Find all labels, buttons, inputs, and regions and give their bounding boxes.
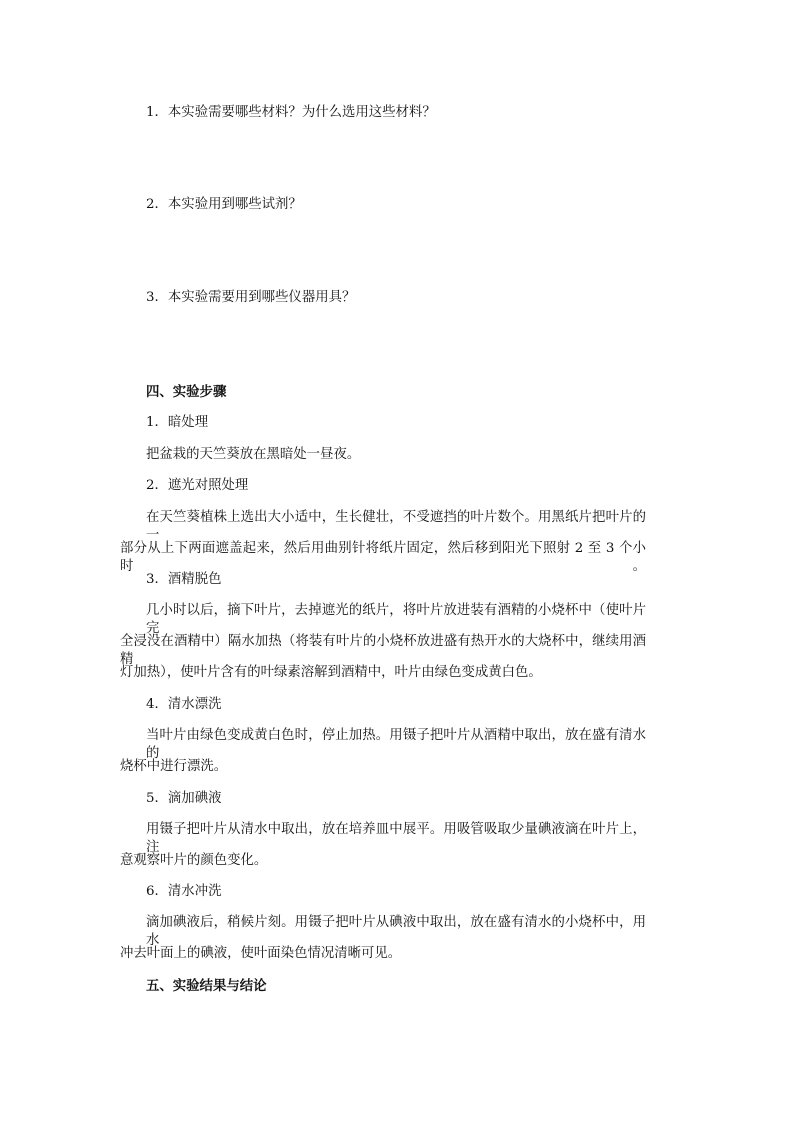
step-4-heading: 4．清水漂洗 <box>146 697 222 712</box>
step-2-line-1: 在天竺葵植株上选出大小适中，生长健壮，不受遮挡的叶片数个。用黑纸片把叶片的一 <box>146 510 646 543</box>
step-6-line-1: 滴加碘液后，稍候片刻。用镊子把叶片从碘液中取出，放在盛有清水的小烧杯中，用水 <box>146 915 646 948</box>
step-1-heading: 1．暗处理 <box>146 415 209 430</box>
question-3: 3．本实验需要用到哪些仪器用具？ <box>146 290 356 305</box>
step-5-heading: 5．滴加碘液 <box>146 791 222 806</box>
question-1: 1．本实验需要哪些材料？为什么选用这些材料？ <box>146 105 436 120</box>
step-3-heading: 3．酒精脱色 <box>146 572 222 587</box>
question-2: 2．本实验用到哪些试剂？ <box>146 197 302 212</box>
step-2-line-2: 部分从上下两面遮盖起来，然后用曲别针将纸片固定，然后移到阳光下照射 2 至 3 个小时。 <box>120 541 646 574</box>
step-5-line-1: 用镊子把叶片从清水中取出，放在培养皿中展平。用吸管吸取少量碘液滴在叶片上，注 <box>146 822 646 855</box>
section-5-title: 五、实验结果与结论 <box>146 978 267 994</box>
step-3-line-2: 全浸没在酒精中）隔水加热（将装有叶片的小烧杯放进盛有热开水的大烧杯中，继续用酒精 <box>120 634 646 667</box>
step-2-heading: 2．遮光对照处理 <box>146 478 249 493</box>
step-6-line-2: 冲去叶面上的碘液，使叶面染色情况清晰可见。 <box>120 946 402 961</box>
step-3-line-3: 灯加热），使叶片含有的叶绿素溶解到酒精中，叶片由绿色变成黄白色。 <box>120 665 542 680</box>
step-5-line-2: 意观察叶片的颜色变化。 <box>120 853 268 868</box>
section-4-title: 四、实验步骤 <box>146 384 227 400</box>
step-3-line-1: 几小时以后，摘下叶片，去掉遮光的纸片，将叶片放进装有酒精的小烧杯中（使叶片完 <box>146 603 646 636</box>
step-4-line-2: 烧杯中进行漂洗。 <box>120 759 228 774</box>
step-6-heading: 6．清水冲洗 <box>146 884 222 899</box>
step-4-line-1: 当叶片由绿色变成黄白色时，停止加热。用镊子把叶片从酒精中取出，放在盛有清水的 <box>146 728 646 761</box>
step-1-line-1: 把盆栽的天竺葵放在黑暗处一昼夜。 <box>146 447 361 462</box>
